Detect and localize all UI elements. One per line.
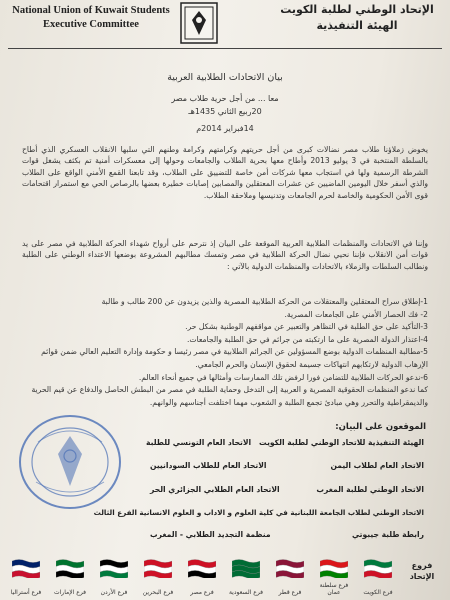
demand-item: 4-اعتذار الدولة المصرية على ما ارتكبته من جرائم في حق الطلبة والجامعات.	[187, 334, 428, 344]
closing-call: كما ندعو المنظمات الحقوقية المصرية و العربية إلى التدخل وحماية الطلبة في مصر من البطش الحاصل والدفاع عن قيم الحرية والديمقراطية والتحرر وهي مبادئ تجمع الطلبة و الشعوب مهما اختلفت أجناسهم والوانهم.	[31, 385, 428, 407]
signatory-tunisia: الاتحاد العام التونسي للطلبة	[146, 438, 252, 447]
demand-item: 2- فك الحصار الأمني على الجامعات المصرية.	[284, 309, 428, 319]
header-divider	[8, 48, 442, 49]
signatory-djibouti: رابطة طلبة جيبوتي	[351, 530, 424, 539]
flag-caption: فرع سلطنة عمان	[319, 582, 349, 596]
body-paragraph-1: يخوض زملاؤنا طلاب مصر نضالات كبرى من أجل حريتهم وكرامتهم وكرامة وطنهم التي سلبها الانقلاب العسكري الذي أطاح بالسلطة المنتخبة في 3 يوليو 2013 وأطاح معها بحرية الطلاب والجامعات وحولها إلى معسكرات أمنية تم بكثف يشغل قوات الشرطة الرسمية ولها في استجاب معها شركات أمن خاصة للتضييق على الطلاب، وقد تابعنا القمع الأمني الواقع على الطلاب والذي أسفر خلال اليومين الماضيين عن عشرات المعتقلين والمصابين إصابات خطيرة بعضها بالرصاص الحي مع استمرار اقتحامات قوى الأمن الحكومية والخاصة لحرم الجامعات وتدنيسها وملاحقة الطلاب.	[22, 145, 428, 200]
statement-subtitle: معا ... من أجل حرية طلاب مصر	[171, 94, 279, 103]
union-emblem-icon	[180, 2, 218, 44]
flag-icon	[100, 558, 128, 578]
flag-caption: فرع أستراليا	[10, 589, 42, 596]
flag-caption: فرع الأردن	[100, 589, 128, 596]
flag-caption: فرع البحرين	[142, 589, 174, 596]
branch-flag	[138, 556, 178, 600]
flag-caption: فرع السعودية	[228, 589, 264, 596]
branch-flag	[358, 556, 398, 600]
header-ar-committee: الهيئة التنفيذية	[316, 19, 398, 32]
branches-label-line2: الإتحاد	[409, 572, 435, 581]
branches-footer	[0, 556, 450, 600]
signatory-yemen: الاتحاد العام لطلاب اليمن	[330, 461, 424, 470]
signatory-lebanon: الاتحاد الوطني لطلاب الجامعة اللبنانية في كلية العلوم و الاداب و العلوم الانسانية الفرع الثالث	[93, 508, 424, 517]
signatory-morocco-renewal: منظمة التجديد الطلابي - المغرب	[150, 530, 271, 539]
signatory-algeria: الاتحاد العام الطلابي الجزائري الحر	[150, 485, 280, 494]
body-paragraph-2: وإننا في الاتحادات والمنظمات الطلابية العربية الموقعة على البيان إذ نترحم على أرواح شهداء الحركة الطلابية في مصر على يد قوات أمن الانقلاب فإننا نحيي نضال الحركة الطلابية في مصر وتمسك مطالبهم المشروعة بوضعها الاعتداء الوطني على الطلبة ونطالب السلطات والزملاء بالاتحادات والمنظمات الدولية بالآتي :	[22, 239, 428, 271]
branch-flag	[94, 556, 134, 600]
demands-list	[22, 296, 428, 409]
flag-icon	[12, 558, 40, 578]
branch-flag	[50, 556, 90, 600]
header-arabic	[272, 2, 442, 34]
flag-icon	[364, 558, 392, 578]
demand-item: 6-ندعو الحركات الطلابية للتضامن فورا لرفض تلك الممارسات وأمثالها في جميع أنحاء العالم.	[138, 372, 428, 382]
statement-title: بيان الاتحادات الطلابية العربية	[167, 72, 283, 83]
header-en-committee: Executive Committee	[43, 19, 139, 30]
branch-flag	[226, 556, 266, 600]
demand-item: 3-التأكيد على حق الطلبة في التظاهر والتعبير عن مواقفهم الوطنية بشكل حر.	[185, 322, 428, 332]
date-gregorian: 14فبراير 2014م	[196, 124, 254, 133]
date-hijri: 20ربيع الثاني 1435هـ	[188, 107, 262, 116]
header-ar-org: الإتحاد الوطني لطلبة الكويت	[280, 3, 434, 16]
header-en-org: National Union of Kuwait Students	[12, 5, 170, 16]
demand-item: 1-إطلاق سراح المعتقلين والمعتقلات من الحركة الطلابية المصرية والذين يزيدون عن 200 طالب و طالبة	[101, 297, 428, 306]
branches-label	[402, 560, 442, 582]
signatories-title: الموقعون على البيان:	[335, 422, 426, 432]
branch-flag	[270, 556, 310, 600]
union-seal-stamp	[16, 412, 124, 512]
branch-flag	[6, 556, 46, 600]
flag-icon	[144, 558, 172, 578]
demand-item: 5-مطالبة المنظمات الدولية بوضع المسؤولين عن الجرائم الطلابية في مصر رئيسا و حكومة وإدارة التعليم العالي ضمن قوائم الإرهاب الدولية لارتكابهم انتهاكات جسيمة لحقوق الإنسان والحرم الجامعي.	[41, 347, 428, 369]
flag-caption: فرع قطر	[278, 589, 302, 596]
flag-icon	[188, 558, 216, 578]
flag-caption: فرع الكويت	[363, 589, 393, 596]
flag-icon	[56, 558, 84, 578]
signatory-kuwait: الهيئة التنفيذية للاتحاد الوطني لطلبة الكويت	[259, 438, 424, 447]
signatory-sudan: الاتحاد العام للطلاب السودانيين	[150, 461, 267, 470]
flag-icon	[320, 558, 348, 578]
branch-flag	[314, 556, 354, 600]
branches-label-line1: فروع	[411, 561, 433, 570]
branch-flag	[182, 556, 222, 600]
flag-caption: فرع الإمارات	[53, 589, 86, 596]
flag-icon	[276, 558, 304, 578]
flag-icon	[232, 558, 260, 578]
flag-caption: فرع مصر	[190, 589, 214, 596]
header-english	[6, 4, 176, 32]
signatory-morocco: الاتحاد الوطني لطلبة المغرب	[316, 485, 424, 494]
